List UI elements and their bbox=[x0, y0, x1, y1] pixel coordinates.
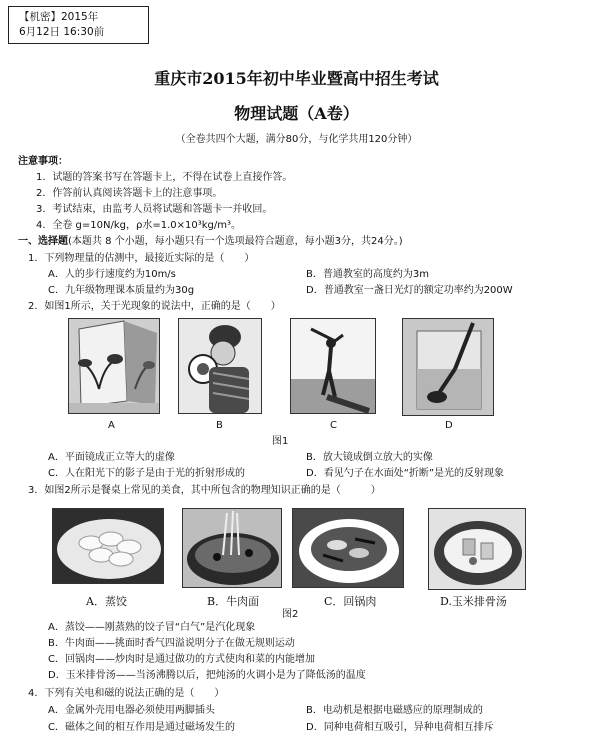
figure2-caption: 图2 bbox=[282, 609, 299, 620]
exam-title: 重庆市2015年初中毕业暨高中招生考试 bbox=[154, 69, 439, 88]
q4-option-d: D．同种电荷相互吸引，异种电荷相互排斥 bbox=[306, 722, 494, 733]
q4-option-c: C．磁体之间的相互作用是通过磁场发生的 bbox=[48, 722, 235, 733]
confidential-box bbox=[8, 6, 149, 44]
q3-option-c: C．回锅肉——炒肉时是通过做功的方式使肉和菜的内能增加 bbox=[48, 654, 315, 665]
note-item: 3．考试结束，由监考人员将试题和答题卡一并收回。 bbox=[36, 204, 273, 215]
q3-option-a: A．蒸饺——刚蒸熟的饺子冒“白气”是汽化现象 bbox=[48, 622, 256, 633]
q4-option-b: B．电动机是根据电磁感应的原理制成的 bbox=[306, 705, 483, 716]
figure1-photo-c-shadow bbox=[290, 318, 376, 414]
q2-option-d: D．看见勺子在水面处“折断”是光的反射现象 bbox=[306, 468, 505, 479]
q1-option-c: C．九年级物理课本质量约为30g bbox=[48, 285, 195, 296]
q2-option-b: B．放大镜成倒立放大的实像 bbox=[306, 452, 433, 463]
note-item: 2．作答前认真阅读答题卡上的注意事项。 bbox=[36, 188, 223, 199]
figure2-label-d: D.玉米排骨汤 bbox=[440, 595, 507, 608]
q1-stem: 1．下列物理量的估测中，最接近实际的是（ ） bbox=[28, 253, 255, 264]
figure1-label-d: D bbox=[445, 420, 453, 431]
figure2-photo-c-twice-cooked-pork bbox=[292, 508, 404, 588]
figure2-label-a: A．蒸饺 bbox=[86, 595, 127, 608]
figure1-photo-d-spoon bbox=[402, 318, 494, 416]
q3-stem: 3．如图2所示是餐桌上常见的美食，其中所包含的物理知识正确的是（ ） bbox=[28, 485, 381, 496]
section1-desc: (本题共 8 个小题，每小题只有一个选项最符合题意，每小题3分，共24分。) bbox=[68, 236, 403, 247]
q1-option-a: A．人的步行速度约为10m/s bbox=[48, 269, 176, 280]
confidential-line1: 【机密】2015年 bbox=[19, 11, 99, 23]
figure2-label-b: B．牛肉面 bbox=[207, 595, 260, 608]
note-item: 4．全卷 g=10N/kg，ρ水=1.0×10³kg/m³。 bbox=[36, 220, 241, 231]
figure1-caption: 图1 bbox=[272, 436, 289, 447]
section1-label: 一、选择题 bbox=[18, 236, 68, 247]
exam-subtitle: 物理试题（A卷） bbox=[234, 104, 359, 123]
figure1-label-b: B bbox=[216, 420, 223, 431]
exam-info: （全卷共四个大题，满分80分，与化学共用120分钟） bbox=[175, 134, 418, 145]
figure1-photo-a-mirror bbox=[68, 318, 160, 414]
q3-option-d: D．玉米排骨汤——当汤沸腾以后，把炖汤的火调小是为了降低汤的温度 bbox=[48, 670, 366, 681]
confidential-line2: 6月12日 16:30前 bbox=[19, 26, 105, 38]
q1-option-b: B．普通教室的高度约为3m bbox=[306, 269, 429, 280]
figure1-photo-b-magnifier bbox=[178, 318, 262, 414]
q2-stem: 2．如图1所示，关于光现象的说法中，正确的是（ ） bbox=[28, 301, 281, 312]
q1-option-d: D．普通教室一盏日光灯的额定功率约为200W bbox=[306, 285, 513, 296]
figure2-photo-d-corn-rib-soup bbox=[428, 508, 526, 590]
q3-option-b: B．牛肉面——挑面时香气四溢说明分子在做无规则运动 bbox=[48, 638, 295, 649]
q4-option-a: A．金属外壳用电器必须使用两脚插头 bbox=[48, 705, 215, 716]
figure1-label-c: C bbox=[330, 420, 337, 431]
notes-heading: 注意事项： bbox=[18, 156, 68, 167]
figure2-photo-a-dumplings bbox=[52, 508, 164, 584]
section1-heading bbox=[18, 232, 403, 247]
figure1-label-a: A bbox=[108, 420, 115, 431]
q4-stem: 4．下列有关电和磁的说法正确的是（ ） bbox=[28, 688, 225, 699]
figure2-label-c: C．回锅肉 bbox=[324, 595, 377, 608]
q2-option-a: A．平面镜成正立等大的虚像 bbox=[48, 452, 175, 463]
q2-option-c: C．人在阳光下的影子是由于光的折射形成的 bbox=[48, 468, 245, 479]
note-item: 1．试题的答案书写在答题卡上，不得在试卷上直接作答。 bbox=[36, 172, 293, 183]
figure2-photo-b-beef-noodles bbox=[182, 508, 282, 588]
